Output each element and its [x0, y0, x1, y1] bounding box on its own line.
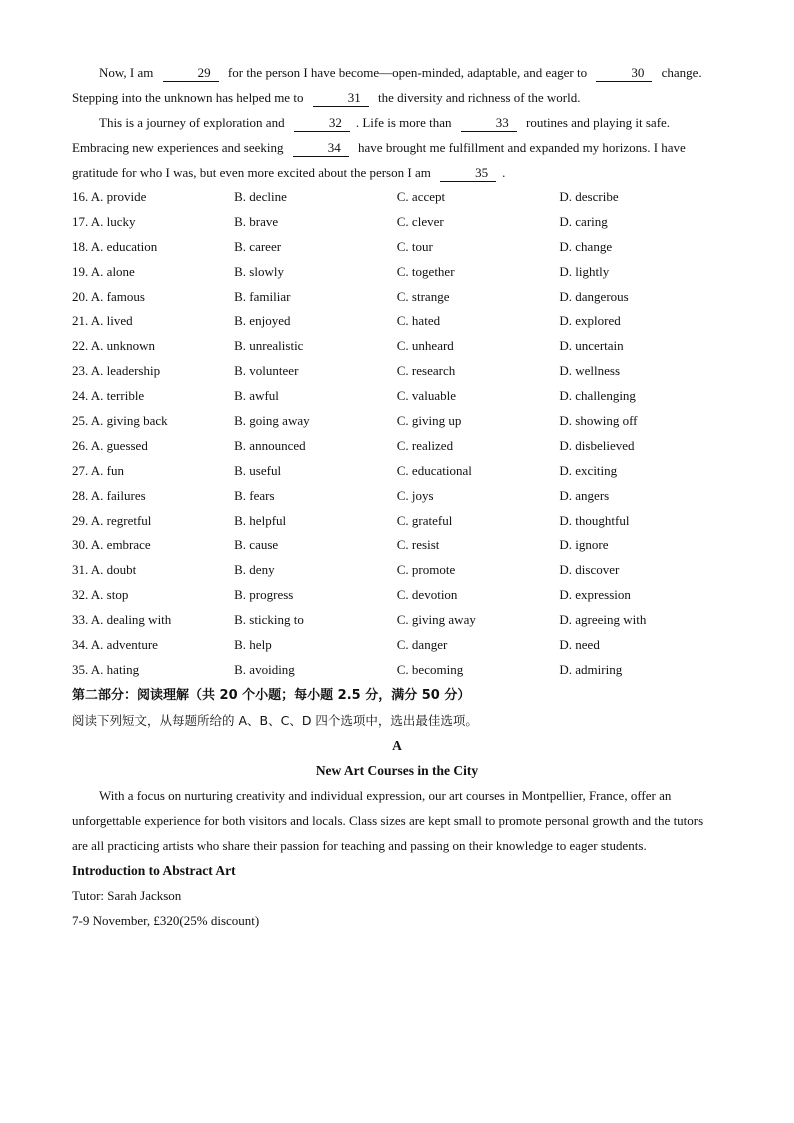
blank-29: 29 — [163, 65, 219, 82]
option-c: C. joys — [396, 487, 434, 503]
option-b: B. help — [234, 637, 272, 653]
option-a: 27. A. fun — [72, 462, 124, 478]
option-row — [72, 459, 722, 484]
option-c: C. unheard — [396, 338, 454, 354]
option-d: D. change — [559, 238, 613, 254]
option-d: D. ignore — [559, 537, 609, 553]
course-dates-price: 7-9 November, £320(25% discount) — [72, 912, 260, 928]
option-d: D. dangerous — [559, 288, 629, 304]
option-row — [72, 260, 722, 285]
option-c: C. danger — [396, 637, 448, 653]
passage-text: for the person I have become—open-minded, adaptable, and eager to — [227, 65, 588, 80]
option-a: 21. A. lived — [72, 313, 133, 329]
option-d: D. explored — [559, 313, 621, 329]
option-row — [72, 309, 722, 334]
option-b: B. unrealistic — [234, 338, 304, 354]
course-tutor: Tutor: Sarah Jackson — [72, 887, 182, 903]
option-b: B. sticking to — [234, 612, 304, 628]
option-b: B. helpful — [234, 512, 287, 528]
option-c: C. devotion — [396, 587, 458, 603]
option-c: C. accept — [396, 189, 446, 204]
blank-30: 30 — [596, 65, 652, 82]
option-d: D. lightly — [559, 263, 610, 279]
option-row — [72, 235, 722, 260]
option-a: 31. A. doubt — [72, 562, 137, 578]
options-table — [72, 185, 722, 683]
option-c: C. realized — [396, 437, 454, 453]
article-title: New Art Courses in the City — [315, 762, 479, 778]
option-a: 16. A. provide — [72, 189, 147, 204]
passage-text: . Life is more than — [355, 115, 452, 130]
option-d: D. angers — [559, 487, 610, 503]
option-a: 18. A. education — [72, 238, 158, 254]
option-b: B. announced — [234, 437, 306, 453]
option-row — [72, 509, 722, 534]
option-c: C. together — [396, 263, 455, 279]
option-b: B. decline — [234, 189, 287, 204]
option-d: D. challenging — [559, 388, 636, 404]
part2-title: 第二部分：阅读理解（共 20 个小题；每小题 2.5 分，满分 50 分） — [72, 687, 471, 703]
blank-35: 35 — [440, 165, 496, 182]
option-a: 35. A. hating — [72, 661, 140, 677]
option-b: B. progress — [234, 587, 294, 603]
option-d: D. expression — [559, 587, 631, 603]
option-d: D. uncertain — [559, 338, 624, 354]
article-intro: With a focus on nurturing creativity and individual expression, our art courses in Montpellier, France, offer an unforgettable experience for both visitors and locals. Class sizes are kept small to promote personal growth and the tutors are all practicing artists who share their passion for teaching and passing on their knowledge to eager students. — [72, 787, 704, 853]
option-a: 26. A. guessed — [72, 437, 148, 453]
option-d: D. admiring — [559, 661, 623, 677]
option-d: D. exciting — [559, 462, 618, 478]
option-a: 23. A. leadership — [72, 363, 161, 379]
passage-text: have brought me fulfillment and expanded my horizons. I have gratitude for who I was, but even more excited about the person I am — [72, 140, 686, 180]
option-c: C. promote — [396, 562, 456, 578]
part2-instruction: 阅读下列短文，从每题所给的 A、B、C、D 四个选项中，选出最佳选项。 — [72, 712, 478, 728]
option-b: B. familiar — [234, 288, 291, 304]
passage-paragraph-2 — [72, 110, 722, 185]
blank-31: 31 — [313, 90, 369, 107]
option-d: D. thoughtful — [559, 512, 630, 528]
option-a: 20. A. famous — [72, 288, 145, 304]
option-c: C. strange — [396, 288, 450, 304]
option-a: 17. A. lucky — [72, 213, 136, 229]
option-c: C. hated — [396, 313, 441, 329]
course-title: Introduction to Abstract Art — [72, 862, 236, 878]
option-a: 28. A. failures — [72, 487, 146, 503]
option-c: C. grateful — [396, 512, 453, 528]
option-row — [72, 384, 722, 409]
passage-text: Now, I am — [99, 65, 154, 80]
option-row — [72, 359, 722, 384]
option-a: 22. A. unknown — [72, 338, 156, 354]
option-b: B. fears — [234, 487, 275, 503]
option-c: C. resist — [396, 537, 440, 553]
option-b: B. career — [234, 238, 282, 254]
passage-text: change. Stepping into the unknown has helped me to — [72, 65, 702, 105]
option-b: B. deny — [234, 562, 275, 578]
option-row — [72, 583, 722, 608]
passage-text: routines and playing it safe. Embracing new experiences and seeking — [72, 115, 671, 155]
option-d: D. disbelieved — [559, 437, 635, 453]
option-c: C. giving up — [396, 413, 462, 429]
option-row — [72, 210, 722, 235]
option-row — [72, 533, 722, 558]
option-row — [72, 334, 722, 359]
passage-text: the diversity and richness of the world. — [377, 90, 581, 105]
option-c: C. educational — [396, 462, 472, 478]
section-letter: A — [392, 737, 402, 753]
option-row — [72, 484, 722, 509]
option-b: B. slowly — [234, 263, 284, 279]
blank-34: 34 — [293, 140, 349, 157]
option-d: D. wellness — [559, 363, 621, 379]
option-row — [72, 558, 722, 583]
option-row — [72, 285, 722, 310]
passage-text: . — [502, 165, 506, 180]
option-b: B. avoiding — [234, 661, 295, 677]
option-b: B. brave — [234, 213, 279, 229]
blank-33: 33 — [461, 115, 517, 132]
option-row — [72, 633, 722, 658]
option-d: D. agreeing with — [559, 612, 647, 628]
option-row — [72, 434, 722, 459]
option-row — [72, 608, 722, 633]
option-a: 19. A. alone — [72, 263, 135, 279]
option-c: C. tour — [396, 238, 433, 254]
option-b: B. cause — [234, 537, 279, 553]
option-b: B. volunteer — [234, 363, 299, 379]
option-row — [72, 185, 722, 210]
option-a: 29. A. regretful — [72, 512, 152, 528]
blank-32: 32 — [294, 115, 350, 132]
option-b: B. going away — [234, 413, 310, 429]
option-a: 33. A. dealing with — [72, 612, 172, 628]
option-d: D. discover — [559, 562, 620, 578]
option-c: C. research — [396, 363, 456, 379]
option-c: C. giving away — [396, 612, 476, 628]
option-c: C. clever — [396, 213, 444, 229]
option-d: D. need — [559, 637, 600, 653]
exam-page — [72, 60, 722, 933]
option-b: B. awful — [234, 388, 279, 404]
option-c: C. becoming — [396, 661, 464, 677]
option-b: B. useful — [234, 462, 282, 478]
option-row — [72, 658, 722, 683]
option-c: C. valuable — [396, 388, 456, 404]
option-d: D. describe — [559, 189, 619, 204]
option-d: D. showing off — [559, 413, 638, 429]
option-a: 30. A. embrace — [72, 537, 151, 553]
option-b: B. enjoyed — [234, 313, 291, 329]
passage-paragraph-1 — [72, 60, 722, 110]
option-d: D. caring — [559, 213, 608, 229]
option-a: 34. A. adventure — [72, 637, 158, 653]
option-row — [72, 409, 722, 434]
passage-text: This is a journey of exploration and — [99, 115, 285, 130]
option-a: 24. A. terrible — [72, 388, 145, 404]
option-a: 25. A. giving back — [72, 413, 168, 429]
option-a: 32. A. stop — [72, 587, 129, 603]
